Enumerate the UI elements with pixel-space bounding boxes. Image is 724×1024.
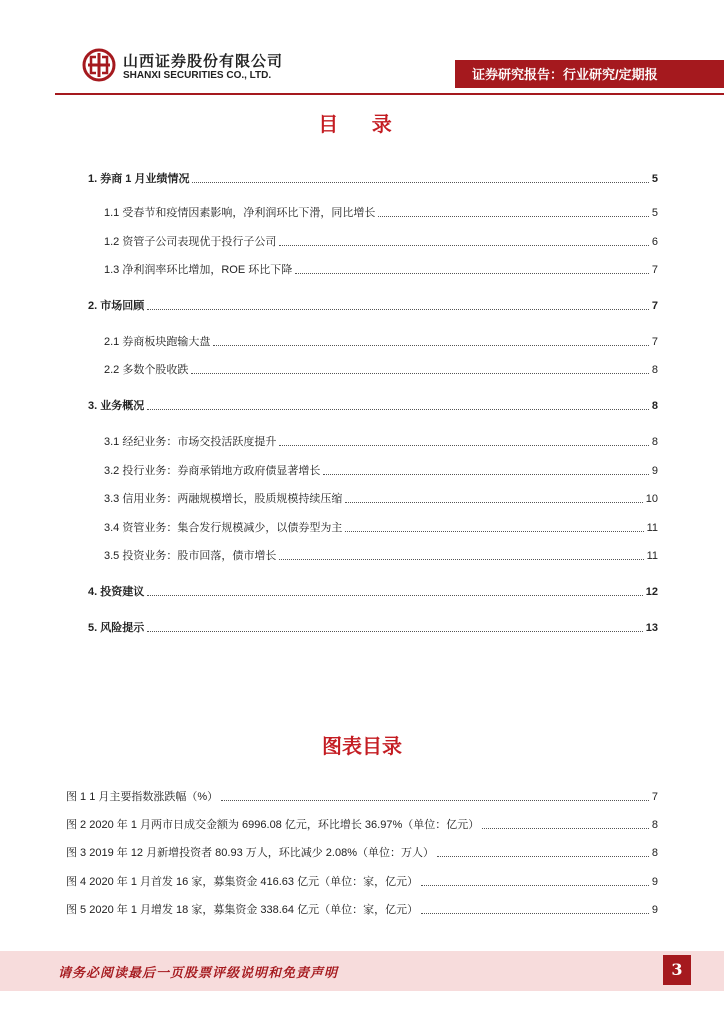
figure-list-title: 图表目录 <box>322 736 402 758</box>
company-name-en: SHANXI SECURITIES CO., LTD. <box>123 70 272 81</box>
toc-entry[interactable]: 4. 投资建议 12 <box>88 586 658 598</box>
report-type-label: 证券研究报告：行业研究/定期报 <box>472 67 658 82</box>
toc-entry[interactable]: 1.3 净利润率环比增加，ROE 环比下降 7 <box>104 264 658 276</box>
toc-entry[interactable]: 3.3 信用业务：两融规模增长，股质规模持续压缩 10 <box>104 493 658 505</box>
toc-entry[interactable]: 2.2 多数个股收跌 8 <box>104 364 658 376</box>
toc-entry[interactable]: 1.2 资管子公司表现优于投行子公司 6 <box>104 236 658 248</box>
toc-entry[interactable]: 3. 业务概况 8 <box>88 400 658 412</box>
toc-entry[interactable]: 3.2 投行业务：券商承销地方政府债显著增长 9 <box>104 465 658 477</box>
page-number: 3 <box>663 955 691 985</box>
footer-disclaimer: 请务必阅读最后一页股票评级说明和免责声明 <box>58 966 339 981</box>
toc-title: 目 录 <box>318 114 406 136</box>
toc-entry[interactable]: 5. 风险提示 13 <box>88 622 658 634</box>
figure-entry[interactable]: 图 5 2020 年 1 月增发 18 家，募集资金 338.64 亿元（单位：家，亿元） 9 <box>66 904 658 916</box>
toc-entry[interactable]: 1.1 受春节和疫情因素影响，净利润环比下滑，同比增长 5 <box>104 207 658 219</box>
figure-entry[interactable]: 图 4 2020 年 1 月首发 16 家，募集资金 416.63 亿元（单位：家，亿元） 9 <box>66 876 658 888</box>
toc-entry[interactable]: 1. 券商 1 月业绩情况 5 <box>88 173 658 185</box>
company-name-cn: 山西证券股份有限公司 <box>123 53 284 70</box>
shanxi-securities-logo-icon <box>82 48 116 82</box>
toc-entry[interactable]: 3.4 资管业务：集合发行规模减少，以债券型为主 11 <box>104 522 658 534</box>
figure-entry[interactable]: 图 3 2019 年 12 月新增投资者 80.93 万人，环比减少 2.08%（单位：万人） 8 <box>66 847 658 859</box>
page-header <box>0 0 724 100</box>
toc-entry[interactable]: 3.1 经纪业务：市场交投活跃度提升 8 <box>104 436 658 448</box>
toc-entry[interactable]: 3.5 投资业务：股市回落，债市增长 11 <box>104 550 658 562</box>
header-divider <box>55 93 724 95</box>
toc-entry[interactable]: 2.1 券商板块跑输大盘 7 <box>104 336 658 348</box>
toc-entry[interactable]: 2. 市场回顾 7 <box>88 300 658 312</box>
figure-entry[interactable]: 图 2 2020 年 1 月两市日成交金额为 6996.08 亿元，环比增长 36.97%（单位：亿元） 8 <box>66 819 658 831</box>
figure-entry[interactable]: 图 1 1 月主要指数涨跌幅（%） 7 <box>66 791 658 803</box>
